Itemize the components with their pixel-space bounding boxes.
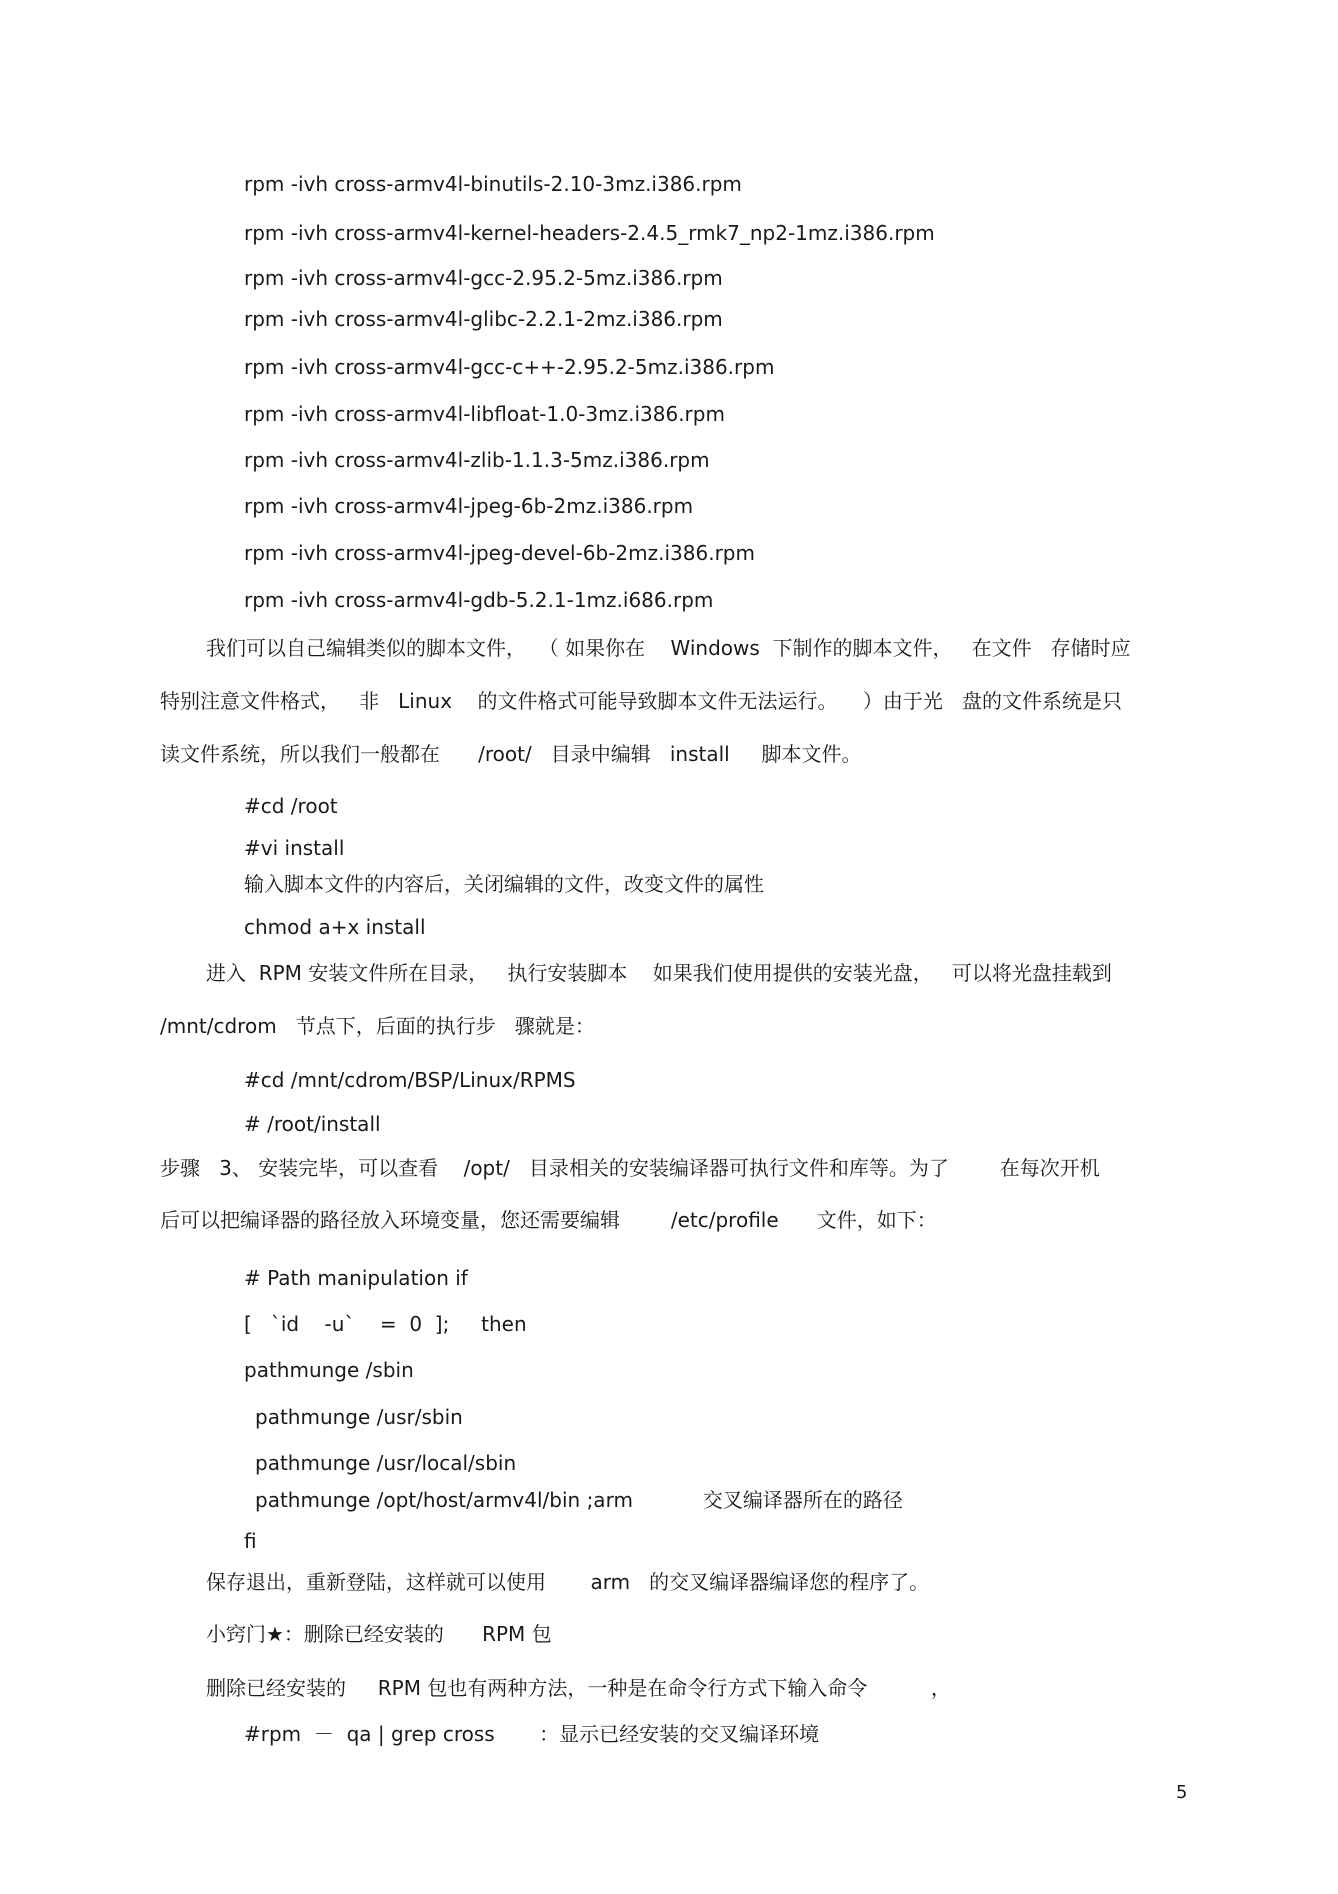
line-26: pathmunge /sbin (244, 1358, 414, 1382)
line-11: 我们可以自己编辑类似的脚本文件， （ 如果你在 Windows 下制作的脚本文件， 在文件 存储时应 (206, 636, 1131, 660)
line-16: 输入脚本文件的内容后，关闭编辑的文件，改变文件的属性 (244, 872, 764, 896)
line-9: rpm -ivh cross-armv4l-jpeg-devel-6b-2mz.i386.rpm (244, 541, 755, 565)
line-4: rpm -ivh cross-armv4l-glibc-2.2.1-2mz.i386.rpm (244, 307, 723, 331)
line-7: rpm -ivh cross-armv4l-zlib-1.1.3-5mz.i386.rpm (244, 448, 710, 472)
line-3: rpm -ivh cross-armv4l-gcc-2.95.2-5mz.i386.rpm (244, 266, 723, 290)
line-21: # /root/install (244, 1112, 381, 1136)
line-15: #vi install (244, 836, 345, 860)
line-19: /mnt/cdrom 节点下，后面的执行步 骤就是： (160, 1014, 595, 1038)
line-13: 读文件系统，所以我们一般都在 /root/ 目录中编辑 install 脚本文件。 (160, 742, 862, 766)
line-28: pathmunge /usr/local/sbin (255, 1451, 517, 1475)
line-2: rpm -ivh cross-armv4l-kernel-headers-2.4.5_rmk7_np2-1mz.i386.rpm (244, 221, 935, 245)
line-24: # Path manipulation if (244, 1266, 468, 1290)
line-31: 保存退出，重新登陆，这样就可以使用 arm 的交叉编译器编译您的程序了。 (206, 1570, 930, 1594)
line-25: [ `id -u` = 0 ]; then (244, 1312, 527, 1336)
line-22: 步骤 3、 安装完毕，可以查看 /opt/ 目录相关的安装编译器可执行文件和库等。为了 在每次开机 (160, 1156, 1100, 1180)
line-34: #rpm － qa | grep cross ：显示已经安装的交叉编译环境 (244, 1722, 820, 1746)
line-29: pathmunge /opt/host/armv4l/bin ;arm 交叉编译器所在的路径 (255, 1488, 903, 1512)
line-17: chmod a+x install (244, 915, 426, 939)
line-8: rpm -ivh cross-armv4l-jpeg-6b-2mz.i386.rpm (244, 494, 694, 518)
line-12: 特别注意文件格式， 非 Linux 的文件格式可能导致脚本文件无法运行。 ）由于光 盘的文件系统是只 (160, 689, 1122, 713)
line-6: rpm -ivh cross-armv4l-libfloat-1.0-3mz.i386.rpm (244, 402, 725, 426)
line-30: fi (244, 1529, 257, 1553)
line-23: 后可以把编译器的路径放入环境变量，您还需要编辑 /etc/profile 文件，如下： (160, 1208, 937, 1232)
line-18: 进入 RPM 安装文件所在目录， 执行安装脚本 如果我们使用提供的安装光盘， 可以将光盘挂载到 (206, 961, 1112, 985)
page-number: 5 (1176, 1782, 1188, 1803)
line-1: rpm -ivh cross-armv4l-binutils-2.10-3mz.i386.rpm (244, 172, 742, 196)
line-20: #cd /mnt/cdrom/BSP/Linux/RPMS (244, 1068, 576, 1092)
line-10: rpm -ivh cross-armv4l-gdb-5.2.1-1mz.i686.rpm (244, 588, 714, 612)
line-5: rpm -ivh cross-armv4l-gcc-c++-2.95.2-5mz.i386.rpm (244, 355, 775, 379)
line-32: 小窍门★：删除已经安装的 RPM 包 (206, 1622, 552, 1646)
line-33: 删除已经安装的 RPM 包也有两种方法，一种是在命令行方式下输入命令 ， (206, 1676, 951, 1700)
line-14: #cd /root (244, 794, 338, 818)
line-27: pathmunge /usr/sbin (255, 1405, 463, 1429)
